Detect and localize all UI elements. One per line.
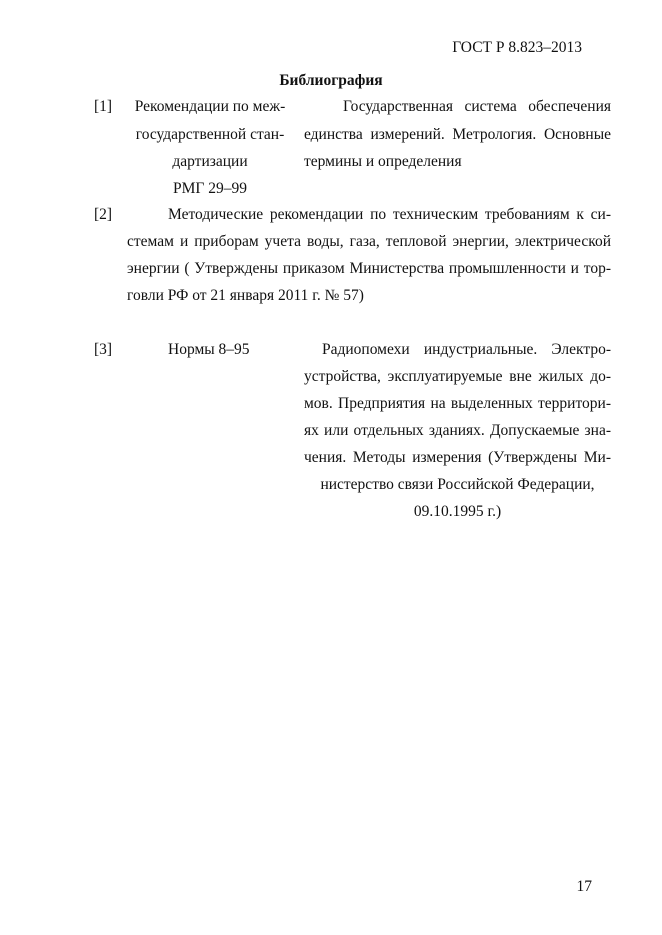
- entry-title-line: ях или отдельных зданиях. Допускаемые зна-: [304, 422, 611, 439]
- entry-source-line: государственной стан-: [135, 126, 285, 143]
- entry-number: [1]: [94, 98, 113, 115]
- page-number: 17: [576, 878, 592, 895]
- entry-title-line: 09.10.1995 г.): [413, 503, 502, 520]
- entry-source-line: РМГ 29–99: [173, 180, 247, 197]
- entry-title-line: мов. Предприятия на выделенных территори-: [304, 395, 611, 412]
- entry-text-line: Методические рекомендации по техническим требованиям к си-: [168, 206, 611, 223]
- entry-title-line: единства измерений. Метрология. Основные: [304, 126, 611, 143]
- entry-number: [2]: [94, 206, 113, 223]
- entry-title-line: Радиопомехи индустриальные. Электро-: [322, 341, 611, 358]
- entry-source-line: Нормы 8–95: [168, 341, 250, 358]
- entry-title-line: нистерство связи Российской Федерации,: [320, 476, 595, 493]
- entry-text-line: стемам и приборам учета воды, газа, тепловой энергии, электрической: [127, 233, 611, 250]
- section-title: Библиография: [279, 72, 383, 89]
- entry-text-line: говли РФ от 21 января 2011 г. № 57): [127, 287, 364, 304]
- entry-title-line: устройства, эксплуатируемые вне жилых до-: [304, 368, 611, 385]
- entry-source-line: Рекомендации по меж-: [134, 98, 286, 115]
- entry-text-line: энергии ( Утверждены приказом Министерства промышленности и тор-: [127, 260, 611, 277]
- document-code: ГОСТ Р 8.823–2013: [452, 39, 582, 56]
- entry-title-line: термины и определения: [304, 153, 462, 170]
- entry-title-line: чения. Методы измерения (Утверждены Ми-: [304, 449, 611, 466]
- entry-source-line: дартизации: [172, 153, 248, 170]
- entry-title-line: Государственная система обеспечения: [343, 98, 611, 115]
- entry-number: [3]: [94, 341, 113, 358]
